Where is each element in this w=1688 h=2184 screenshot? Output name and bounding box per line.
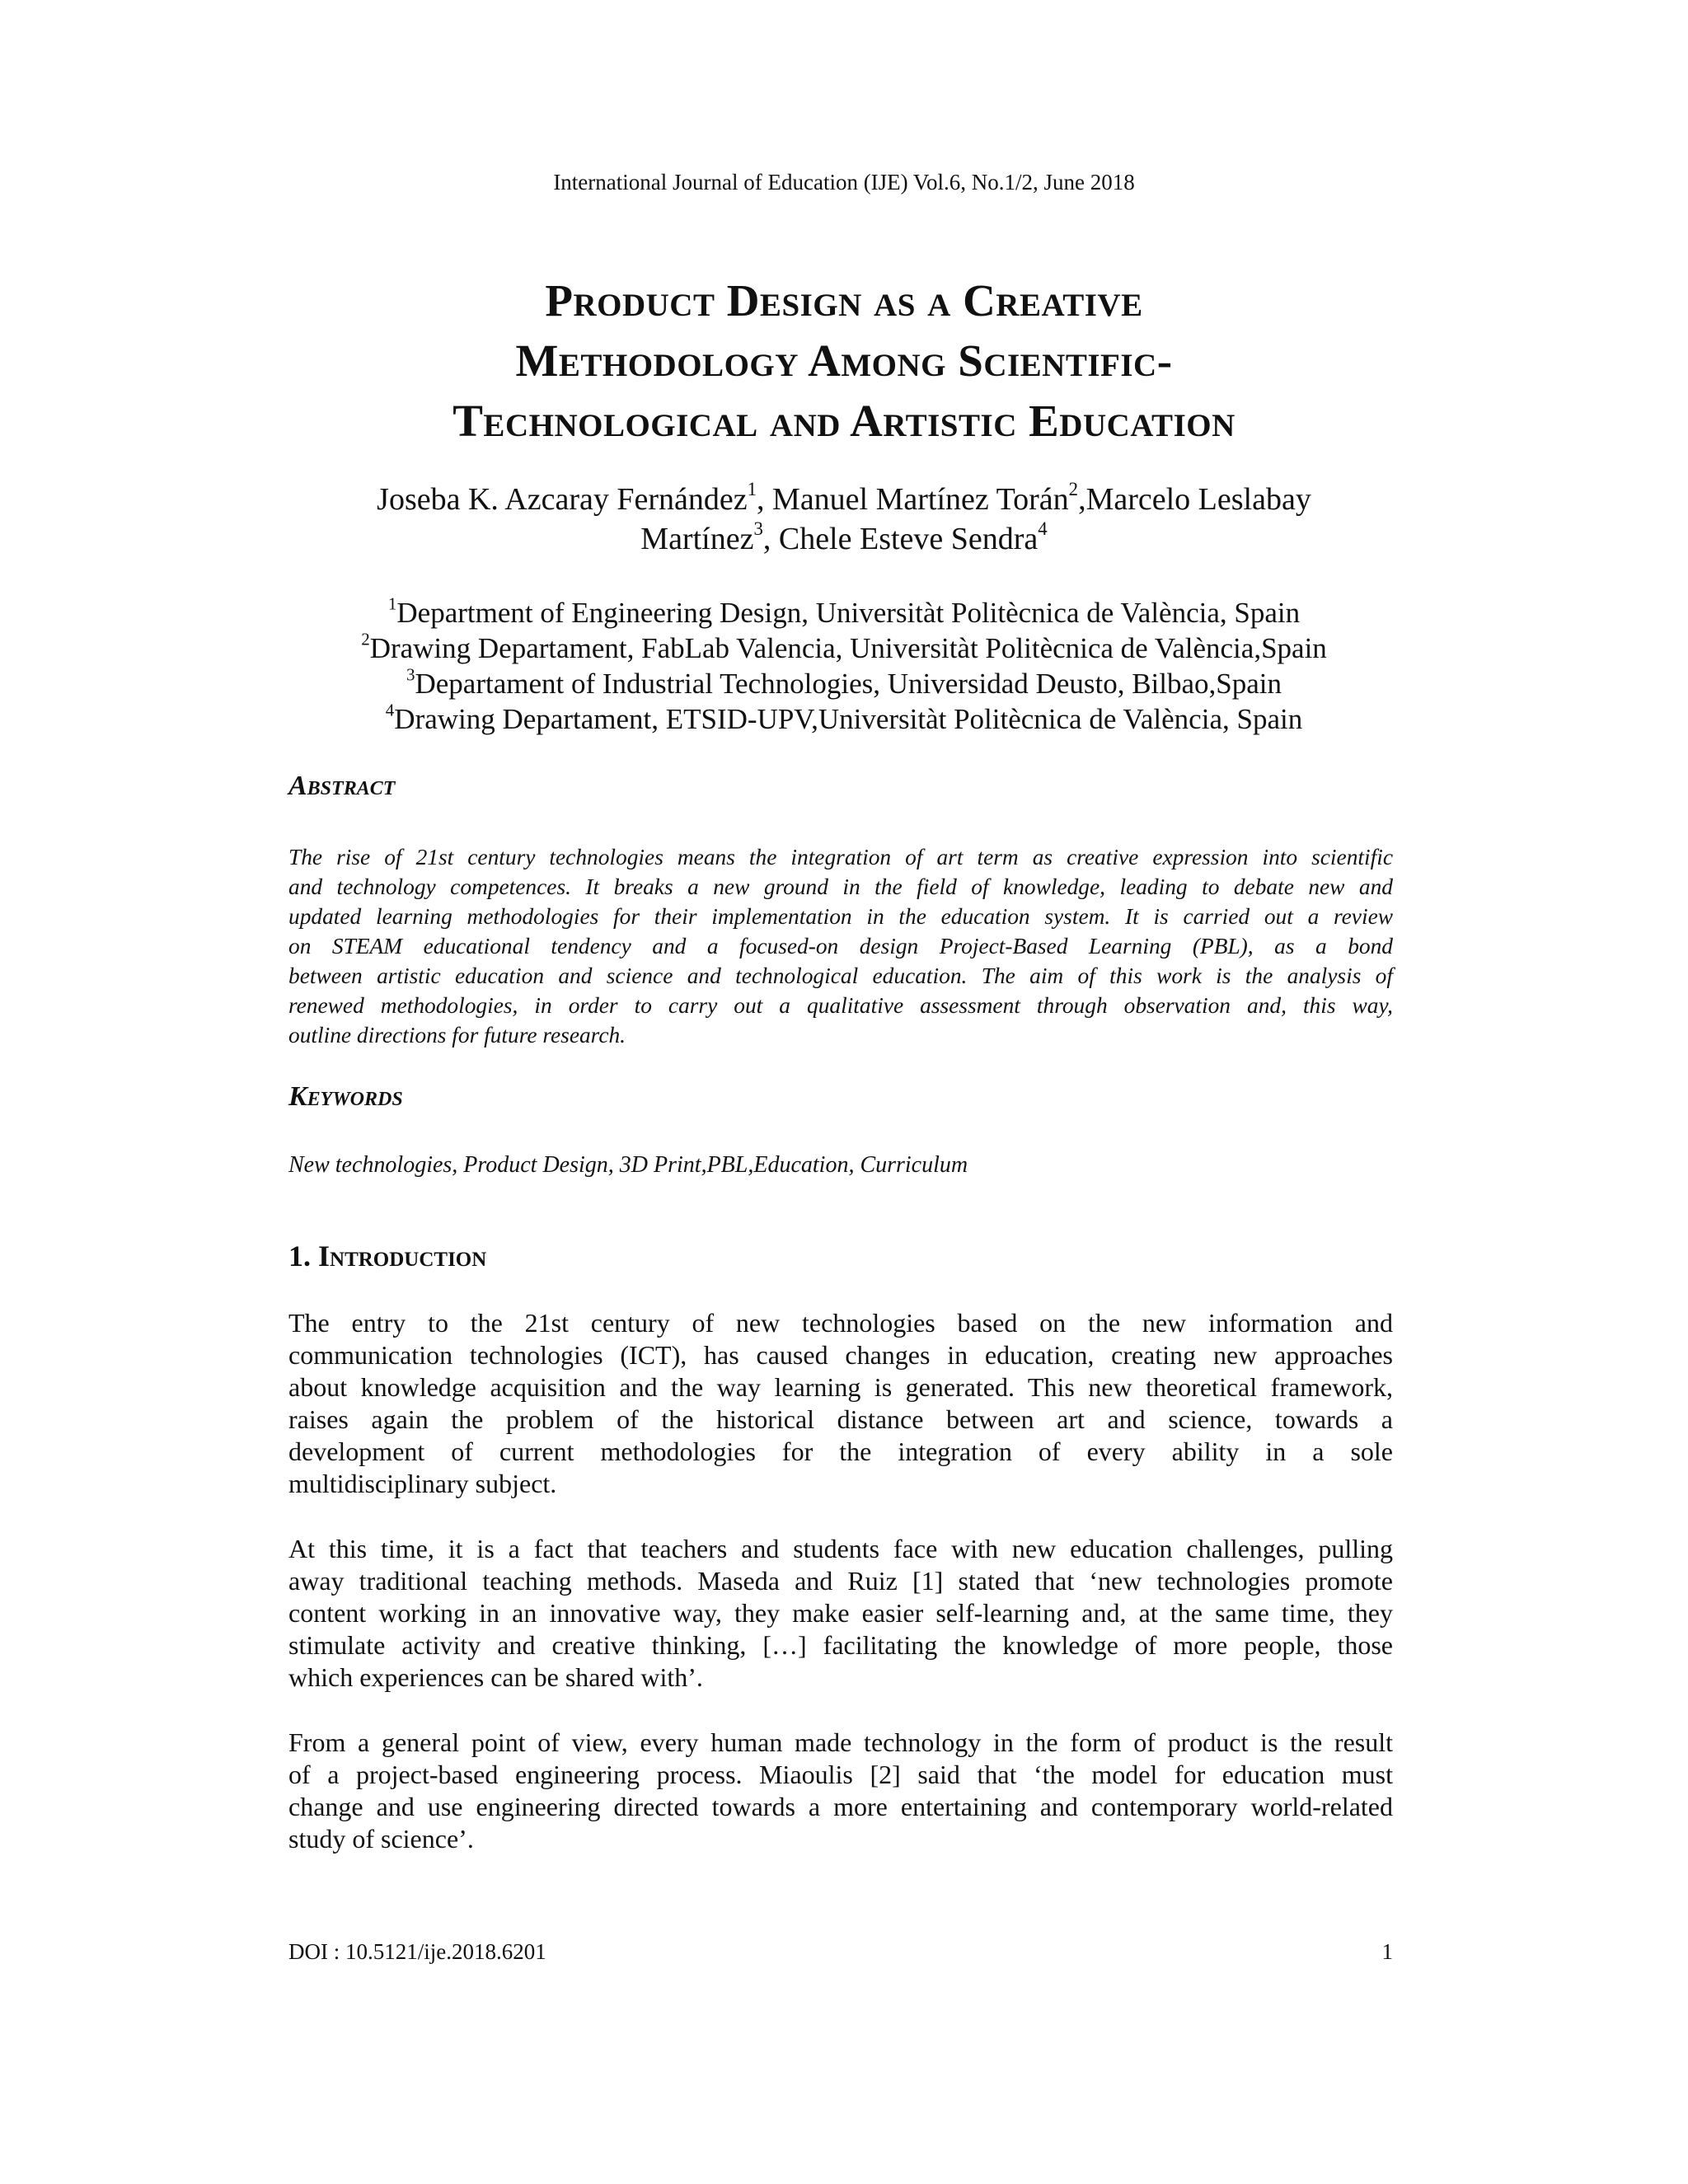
affiliation <box>206 701 1482 737</box>
paragraph-line: multidisciplinary subject. <box>288 1469 557 1498</box>
abstract-line: The rise of 21st century technologies means the integration of art term as creative expression into scientific <box>288 845 1393 869</box>
abstract-body <box>288 842 1393 1050</box>
keywords-text: New technologies, Product Design, 3D Print,PBL,Education, Curriculum <box>288 1152 968 1178</box>
author-name: Joseba K. Azcaray Fernández <box>377 482 748 517</box>
author-name: , Chele Esteve Sendra <box>762 522 1039 556</box>
paragraph-line: change and use engineering directed towards a more entertaining and contemporary world-related <box>288 1792 1393 1821</box>
author-name: Martínez <box>640 522 754 556</box>
paper-title <box>206 270 1482 451</box>
paragraph-line: raises again the problem of the historical distance between art and science, towards a <box>288 1404 1393 1434</box>
affiliation-number: 3 <box>406 664 415 685</box>
author-name: ,Marcelo Leslabay <box>1078 482 1311 517</box>
author-affil-mark: 2 <box>1068 478 1079 499</box>
abstract-heading: Abstract <box>288 771 396 801</box>
title-line: Technological and Artistic Education <box>452 396 1236 446</box>
abstract-line: and technology competences. It breaks a new ground in the field of knowledge, leading to debate new and <box>288 874 1393 899</box>
paragraph-line: content working in an innovative way, they make easier self-learning and, at the same time, they <box>288 1598 1393 1628</box>
intro-paragraph <box>288 1727 1393 1855</box>
abstract-line: updated learning methodologies for their implementation in the education system. It is carried out a review <box>288 904 1393 929</box>
paragraph-line: away traditional teaching methods. Maseda and Ruiz [1] stated that ‘new technologies promote <box>288 1566 1393 1596</box>
affiliation-number: 2 <box>361 629 370 649</box>
paragraph-line: communication technologies (ICT), has caused changes in education, creating new approaches <box>288 1340 1393 1370</box>
footer-doi: DOI : 10.5121/ije.2018.6201 <box>288 1939 546 1964</box>
affiliation-list <box>206 595 1482 737</box>
title-line: Methodology Among Scientific- <box>515 335 1173 386</box>
author-line <box>206 480 1482 519</box>
affiliation-text: Drawing Departament, ETSID-UPV,Universitàt Politècnica de València, Spain <box>394 703 1303 735</box>
paragraph-line: about knowledge acquisition and the way learning is generated. This new theoretical framework, <box>288 1372 1393 1402</box>
author-affil-mark: 4 <box>1038 518 1048 539</box>
paragraph-line: study of science’. <box>288 1824 474 1854</box>
introduction-heading: 1. Introduction <box>288 1240 487 1272</box>
paragraph-line: stimulate activity and creative thinking, […] facilitating the knowledge of more people, those <box>288 1630 1393 1660</box>
intro-paragraph <box>288 1307 1393 1500</box>
author-name: , Manuel Martínez Torán <box>757 482 1069 517</box>
affiliation-number: 1 <box>387 593 397 614</box>
page-number: 1 <box>1381 1939 1393 1964</box>
affiliation <box>206 630 1482 666</box>
paragraph-line: development of current methodologies for the integration of every ability in a sole <box>288 1436 1393 1466</box>
author-affil-mark: 3 <box>753 518 763 539</box>
keywords-heading: Keywords <box>288 1081 403 1112</box>
paragraph-line: The entry to the 21st century of new technologies based on the new information and <box>288 1308 1393 1338</box>
intro-paragraph <box>288 1533 1393 1694</box>
affiliation-text: Departament of Industrial Technologies, Universidad Deusto, Bilbao,Spain <box>415 668 1282 700</box>
paragraph-line: From a general point of view, every human made technology in the form of product is the result <box>288 1727 1393 1757</box>
running-head: International Journal of Education (IJE) Vol.6, No.1/2, June 2018 <box>553 170 1135 194</box>
author-affil-mark: 1 <box>747 478 757 499</box>
author-line <box>206 519 1482 559</box>
paragraph-line: which experiences can be shared with’. <box>288 1662 703 1692</box>
affiliation-text: Department of Engineering Design, Universitàt Politècnica de València, Spain <box>396 597 1301 629</box>
paragraph-line: At this time, it is a fact that teachers and students face with new education challenges, pulling <box>288 1534 1393 1563</box>
paragraph-line: of a project-based engineering process. Miaoulis [2] said that ‘the model for education must <box>288 1760 1393 1789</box>
abstract-line: renewed methodologies, in order to carry out a qualitative assessment through observation and, this way, <box>288 993 1393 1018</box>
abstract-line: on STEAM educational tendency and a focused-on design Project-Based Learning (PBL), as a bond <box>288 934 1393 958</box>
abstract-line: outline directions for future research. <box>288 1023 626 1047</box>
affiliation <box>206 595 1482 630</box>
affiliation <box>206 666 1482 701</box>
abstract-line: between artistic education and science and technological education. The aim of this work is the analysis of <box>288 963 1393 988</box>
title-line: Product Design as a Creative <box>545 275 1143 326</box>
affiliation-text: Drawing Departament, FabLab Valencia, Universitàt Politècnica de València,Spain <box>369 632 1327 664</box>
author-list <box>206 480 1482 559</box>
affiliation-number: 4 <box>385 700 395 720</box>
